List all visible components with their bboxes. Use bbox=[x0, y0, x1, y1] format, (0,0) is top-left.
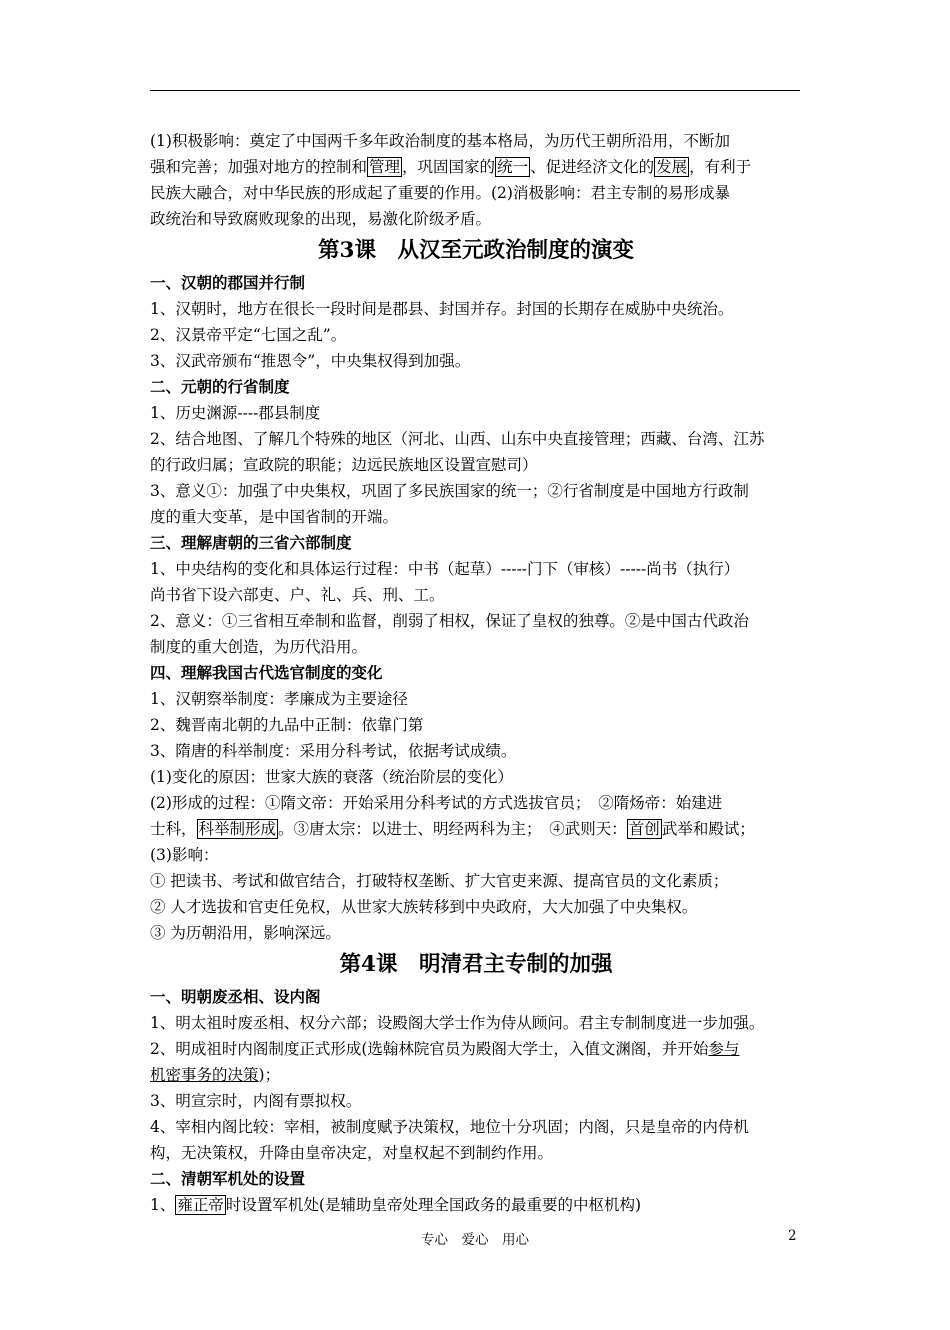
paragraph-line: 1、汉朝察举制度：孝廉成为主要途径 bbox=[150, 690, 408, 708]
paragraph-line: 制度的重大创造，为历代沿用。 bbox=[150, 638, 368, 656]
text-run: 武举和殿试； bbox=[661, 820, 755, 838]
paragraph-line: (1)变化的原因：世家大族的衰落（统治阶层的变化） bbox=[150, 768, 513, 786]
paragraph-line: 3、汉武帝颁布“推恩令”，中央集权得到加强。 bbox=[150, 352, 471, 370]
paragraph-line bbox=[150, 1062, 802, 1088]
text-run: 、促进经济文化的 bbox=[530, 158, 655, 176]
page-number: 2 bbox=[788, 1228, 797, 1244]
paragraph-line: ① 把读书、考试和做官结合，打破特权垄断、扩大官吏来源、提高官员的文化素质； bbox=[150, 872, 729, 890]
paragraph-line: 3、明宣宗时，内阁有票拟权。 bbox=[150, 1092, 362, 1110]
paragraph-line: 2、魏晋南北朝的九品中正制：依靠门第 bbox=[150, 716, 424, 734]
paragraph-line: 3、隋唐的科举制度：采用分科考试，依据考试成绩。 bbox=[150, 742, 517, 760]
paragraph-line bbox=[150, 816, 802, 842]
section-heading: 二、元朝的行省制度 bbox=[150, 377, 290, 396]
page-body bbox=[150, 128, 802, 1218]
boxed-term: 雍正帝 bbox=[177, 1196, 224, 1214]
paragraph-line: 度的重大变革，是中国省制的开端。 bbox=[150, 508, 399, 526]
page-footer bbox=[0, 1228, 950, 1252]
paragraph-line: (3)影响： bbox=[150, 846, 219, 864]
text-run: 2、明成祖时内阁制度正式形成(选翰林院官员为殿阁大学士，入值文渊阁，并开始 bbox=[150, 1040, 709, 1058]
boxed-term: 统一 bbox=[497, 158, 529, 176]
paragraph-line bbox=[150, 1036, 802, 1062]
text-run: 强和完善；加强对地方的控制和 bbox=[150, 158, 368, 176]
paragraph-line: (1)积极影响：奠定了中国两千多年政治制度的基本格局，为历代王朝所沿用，不断加 bbox=[150, 132, 730, 150]
boxed-term: 发展 bbox=[656, 158, 688, 176]
text-run: 士科， bbox=[150, 820, 197, 838]
paragraph-line bbox=[150, 154, 802, 180]
paragraph-line: 的行政归属；宣政院的职能；边远民族地区设置宣慰司） bbox=[150, 456, 538, 474]
paragraph-line: 3、意义①：加强了中央集权，巩固了多民族国家的统一；②行省制度是中国地方行政制 bbox=[150, 482, 749, 500]
text-run: ，有利于 bbox=[689, 158, 752, 176]
header-rule bbox=[150, 90, 800, 91]
section-heading: 三、理解唐朝的三省六部制度 bbox=[150, 533, 352, 552]
paragraph-line: 民族大融合，对中华民族的形成起了重要的作用。(2)消极影响：君主专制的易形成暴 bbox=[150, 184, 730, 202]
text-run: ，巩固国家的 bbox=[402, 158, 496, 176]
paragraph-line: (2)形成的过程：①隋文帝：开始采用分科考试的方式选拔官员； ②隋炀帝：始建进 bbox=[150, 794, 723, 812]
paragraph-line: 1、中央结构的变化和具体运行过程：中书（起草）-----门下（审核）-----尚书（执行） bbox=[150, 560, 740, 578]
section-heading: 二、清朝军机处的设置 bbox=[150, 1169, 306, 1188]
paragraph-line bbox=[150, 1192, 802, 1218]
section-heading: 四、理解我国古代选官制度的变化 bbox=[150, 663, 383, 682]
text-run: 。③唐太宗：以进士、明经两科为主； ④武则天： bbox=[278, 820, 627, 838]
text-run: 时设置军机处(是辅助皇帝处理全国政务的最重要的中枢机构) bbox=[225, 1196, 641, 1214]
text-run: )； bbox=[258, 1066, 281, 1084]
underlined-term: 机密事务的决策 bbox=[150, 1066, 259, 1084]
paragraph-line: 构，无决策权，升降由皇帝决定，对皇权起不到制约作用。 bbox=[150, 1144, 554, 1162]
paragraph-line: 2、意义：①三省相互牵制和监督，削弱了相权，保证了皇权的独尊。②是中国古代政治 bbox=[150, 612, 749, 630]
footer-motto: 专心 爱心 用心 bbox=[421, 1232, 529, 1248]
paragraph-line: 尚书省下设六部吏、户、礼、兵、刑、工。 bbox=[150, 586, 445, 604]
paragraph-line: 1、历史渊源----郡县制度 bbox=[150, 404, 321, 422]
text-run: 1、 bbox=[150, 1196, 176, 1214]
paragraph-line: 1、明太祖时废丞相、权分六部；设殿阁大学士作为侍从顾问。君主专制制度进一步加强。 bbox=[150, 1014, 765, 1032]
paragraph-line: 2、结合地图、了解几个特殊的地区（河北、山西、山东中央直接管理；西藏、台湾、江苏 bbox=[150, 430, 765, 448]
section-heading: 一、明朝废丞相、设内阁 bbox=[150, 987, 321, 1006]
boxed-term: 科举制形成 bbox=[198, 820, 277, 838]
section-heading: 一、汉朝的郡国并行制 bbox=[150, 273, 306, 292]
paragraph-line: ③ 为历朝沿用，影响深远。 bbox=[150, 924, 341, 942]
underlined-term: 参与 bbox=[708, 1040, 740, 1058]
paragraph-line: 1、汉朝时，地方在很长一段时间是郡县、封国并存。封国的长期存在威胁中央统治。 bbox=[150, 300, 734, 318]
paragraph-line: 4、宰相内阁比较：宰相，被制度赋予决策权，地位十分巩固；内阁，只是皇帝的内侍机 bbox=[150, 1118, 749, 1136]
boxed-term: 管理 bbox=[369, 158, 401, 176]
lesson-3-title: 第3课 从汉至元政治制度的演变 bbox=[318, 238, 634, 263]
boxed-term: 首创 bbox=[628, 820, 660, 838]
paragraph-line: 2、汉景帝平定“七国之乱”。 bbox=[150, 326, 347, 344]
lesson-4-title: 第4课 明清君主专制的加强 bbox=[339, 952, 613, 977]
paragraph-line: ② 人才选拔和官吏任免权，从世家大族转移到中央政府，大大加强了中央集权。 bbox=[150, 898, 698, 916]
paragraph-line: 政统治和导致腐败现象的出现，易激化阶级矛盾。 bbox=[150, 210, 492, 228]
